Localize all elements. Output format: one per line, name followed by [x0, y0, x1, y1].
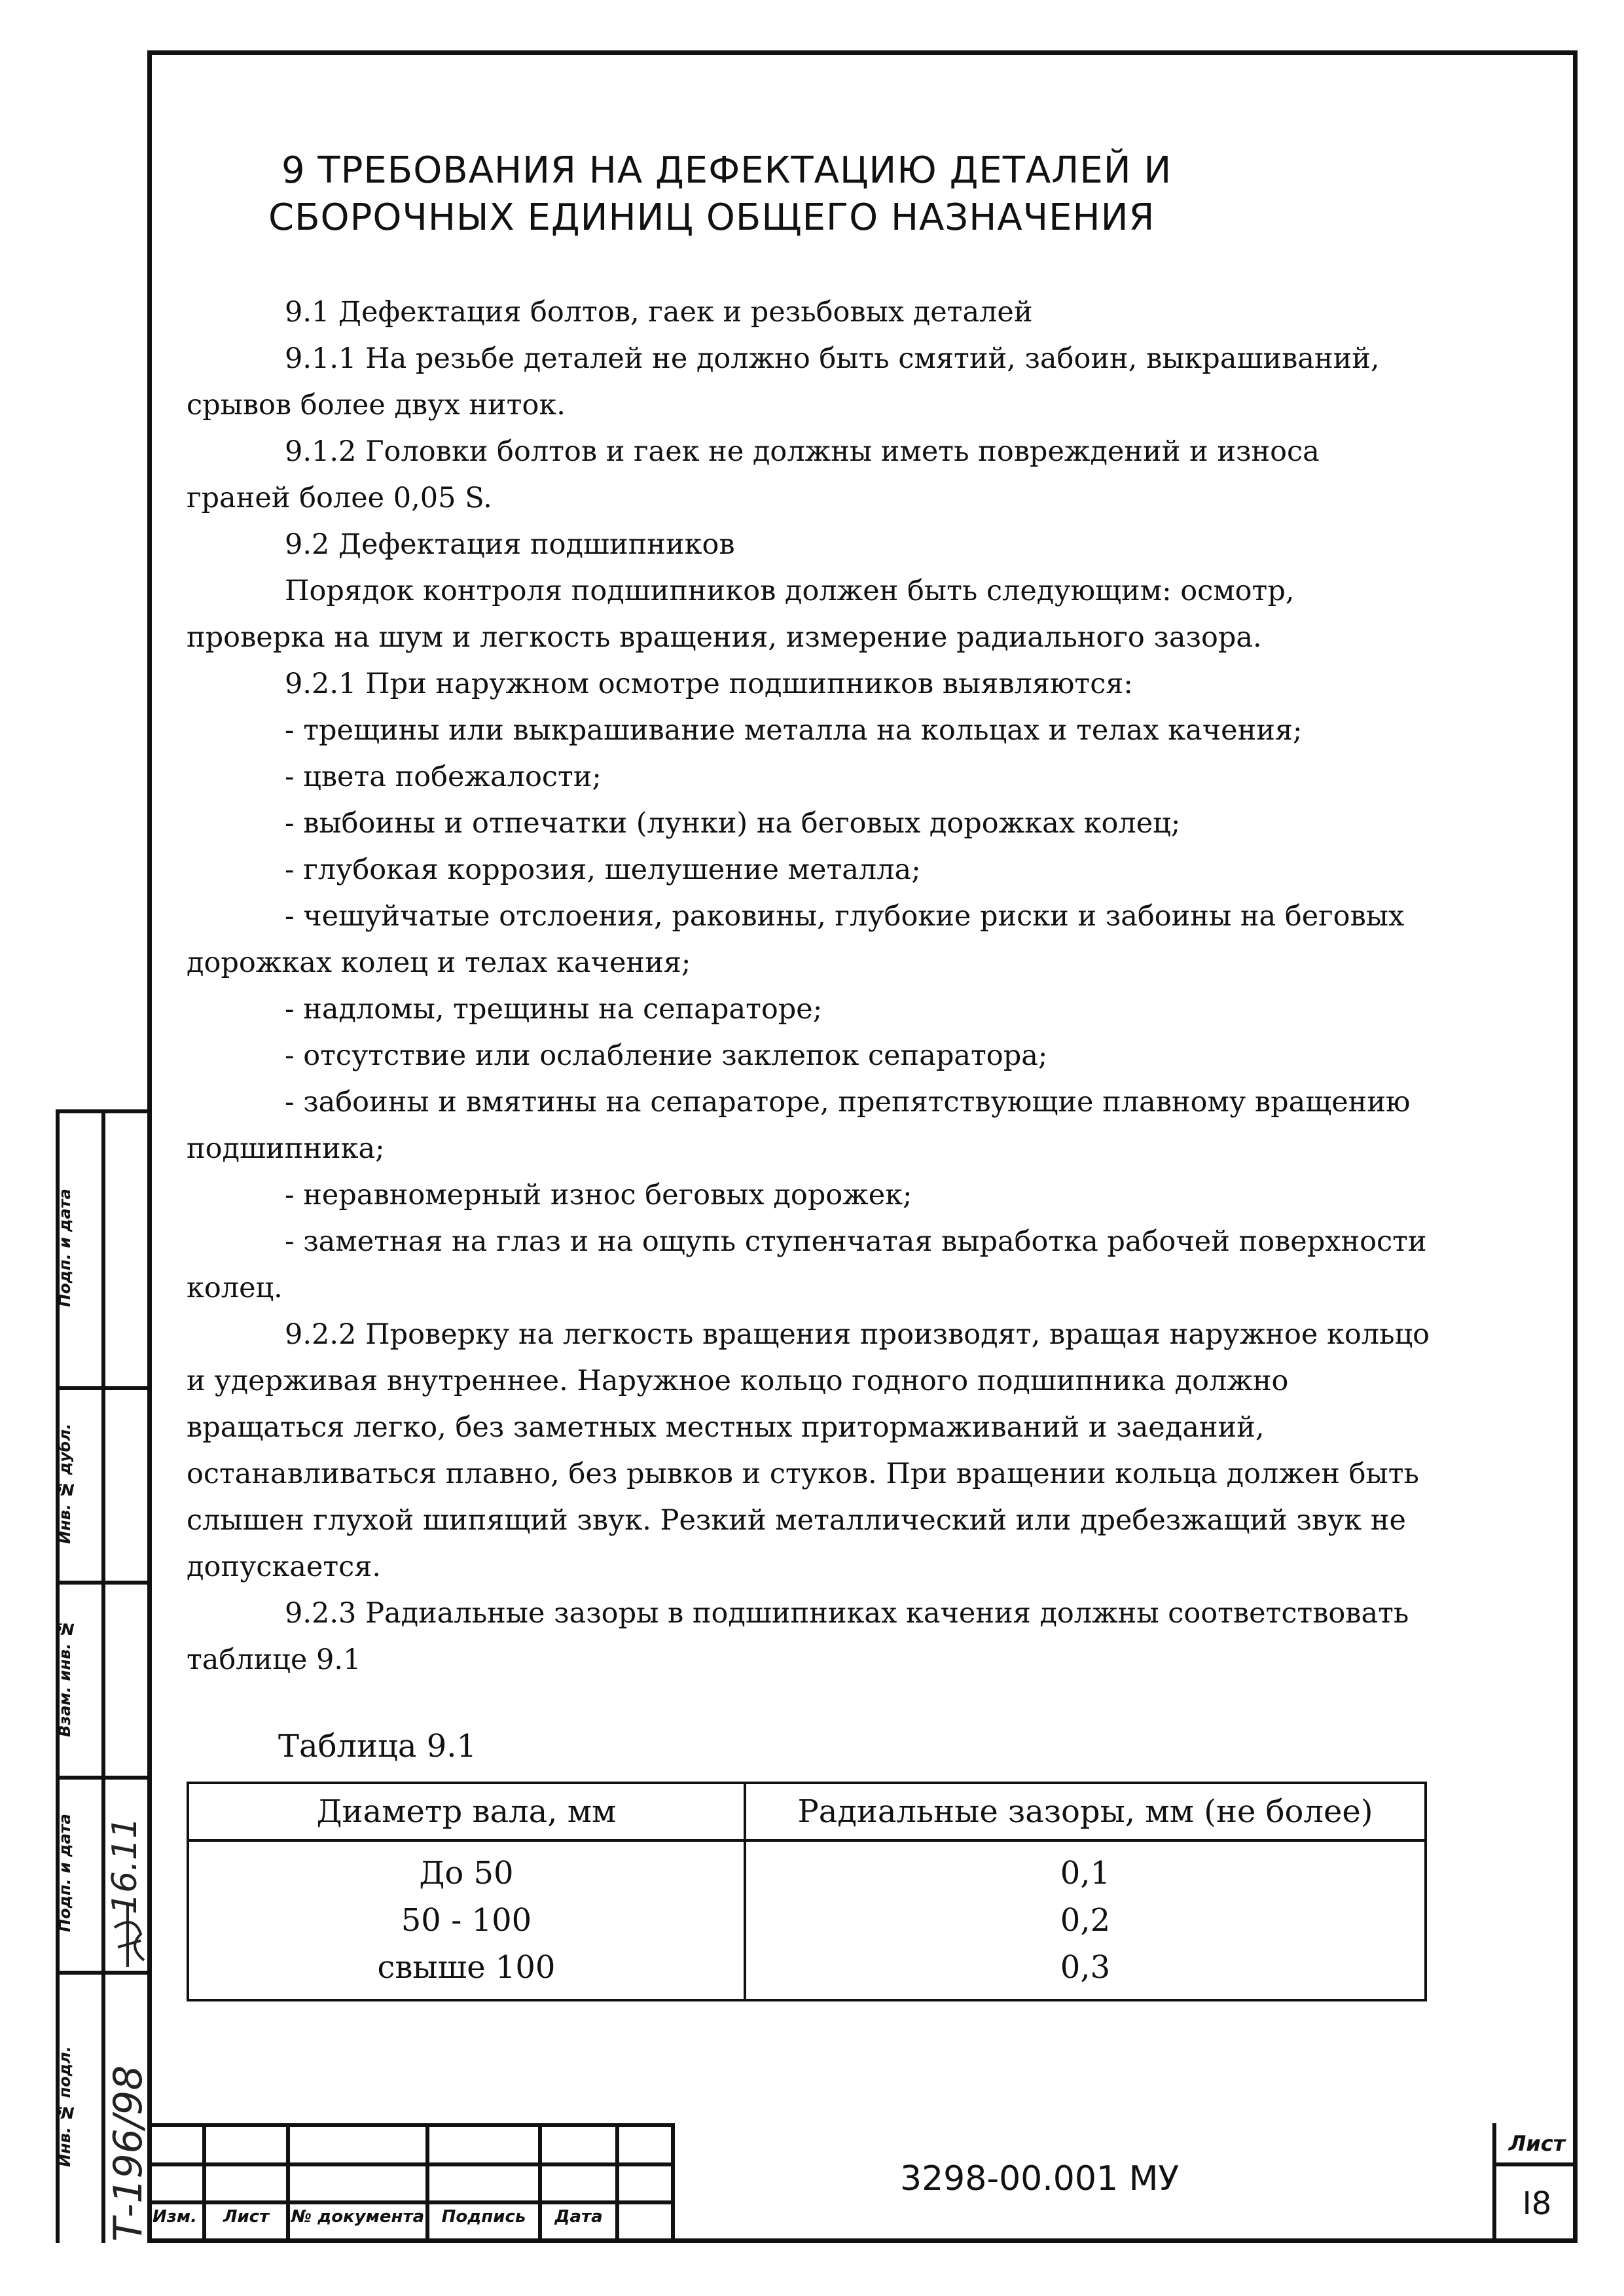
handwritten-date: 16.11	[105, 1817, 145, 1914]
handwritten-inventory-number: Т-196/98	[105, 2065, 151, 2242]
side-label-inv-podl: Инв. № подл.	[56, 2046, 74, 2168]
document-code: 3298-00.001 МУ	[900, 2159, 1180, 2198]
side-label-inv-dubl: Инв. № дубл.	[56, 1423, 74, 1544]
list-item: - цвета побежалости;	[285, 761, 602, 793]
stamp-label-docnum: № документа	[291, 2207, 425, 2227]
stamp-label-date: Дата	[554, 2207, 603, 2227]
stamp-line	[671, 2123, 675, 2243]
table-header-row	[188, 1783, 1426, 1840]
sheet-label: Лист	[1508, 2131, 1566, 2156]
handwritten-signature	[108, 1901, 149, 1973]
paragraph: 9.1 Дефектация болтов, гаек и резьбовых деталей	[285, 296, 1033, 329]
list-item: - чешуйчатые отслоения, раковины, глубокие риски и забоины на беговых дорожках колец и телах качения;	[187, 900, 1405, 979]
stamp-line	[147, 2123, 671, 2127]
list-item: - отсутствие или ослабление заклепок сепаратора;	[285, 1039, 1048, 1072]
table-row	[188, 1840, 1426, 2000]
table-cell	[188, 1840, 745, 2000]
stamp-line	[147, 2162, 671, 2166]
sheet-number: I8	[1522, 2185, 1552, 2222]
paragraph: 9.1.1 На резьбе деталей не должно быть смятий, забоин, выкрашиваний, срывов более двух ниток.	[187, 342, 1380, 422]
stamp-label-izm: Изм.	[153, 2207, 197, 2227]
side-registration-column	[56, 1109, 151, 2243]
cell-value: 0,3	[1060, 1949, 1111, 1986]
side-label-podp-data: Подп. и дата	[56, 1814, 74, 1933]
list-item: - забоины и вмятины на сепараторе, препятствующие плавному вращению подшипника;	[187, 1086, 1411, 1165]
paragraph: 9.2.1 При наружном осмотре подшипников выявляются:	[285, 668, 1133, 700]
paragraph: 9.2 Дефектация подшипников	[285, 528, 735, 561]
list-item: - выбоины и отпечатки (лунки) на беговых дорожках колец;	[285, 807, 1181, 840]
side-label-podp-data: Подп. и дата	[56, 1189, 74, 1307]
stamp-line	[147, 2200, 671, 2204]
title-block	[147, 2123, 1578, 2243]
list-item: - глубокая коррозия, шелушение металла;	[285, 853, 921, 886]
section-heading	[268, 147, 1394, 242]
paragraph: Порядок контроля подшипников должен быть следующим: осмотр, проверка на шум и легкость вращения, измерение радиального зазора.	[187, 575, 1295, 654]
cell-value: свыше 100	[377, 1949, 556, 1986]
paragraph: 9.2.2 Проверку на легкость вращения производят, вращая наружное кольцо и удерживая внутреннее. Наружное кольцо годного подшипника должно вращаться легко, без заметных местных притормаживаний и заеданий, останавливаться плавно, без рывков и стуков. При вращении кольца должен быть слышен глухой шипящий звук. Резкий металлический или дребезжащий звук не допускается.	[187, 1318, 1430, 1583]
list-item: - трещины или выкрашивание металла на кольцах и телах качения;	[285, 714, 1303, 747]
heading-line-2: СБОРОЧНЫХ ЕДИНИЦ ОБЩЕГО НАЗНАЧЕНИЯ	[268, 196, 1155, 239]
list-item: - заметная на глаз и на ощупь ступенчатая выработка рабочей поверхности колец.	[187, 1225, 1427, 1304]
heading-line-1: 9 ТРЕБОВАНИЯ НА ДЕФЕКТАЦИЮ ДЕТАЛЕЙ И	[281, 149, 1172, 192]
stamp-line	[615, 2123, 619, 2243]
paragraph: 9.1.2 Головки болтов и гаек не должны иметь повреждений и износа граней более 0,05 S.	[187, 435, 1320, 514]
stamp-line	[1492, 2162, 1578, 2166]
stamp-label-signature: Подпись	[441, 2207, 526, 2227]
table-cell	[745, 1840, 1426, 2000]
body-text	[187, 289, 1430, 1683]
paragraph: 9.2.3 Радиальные зазоры в подшипниках качения должны соответствовать таблице 9.1	[187, 1597, 1409, 1676]
cell-value: 0,2	[1060, 1902, 1111, 1939]
side-label-vzam: Взам. инв. №	[56, 1619, 74, 1737]
cell-value: До 50	[419, 1855, 514, 1892]
cell-value: 0,1	[1060, 1855, 1111, 1892]
clearance-table	[187, 1782, 1427, 2001]
cell-value: 50 - 100	[401, 1902, 532, 1939]
table-header-cell: Диаметр вала, мм	[188, 1783, 745, 1840]
table-caption: Таблица 9.1	[278, 1728, 477, 1765]
stamp-label-list: Лист	[223, 2207, 270, 2227]
table-header-cell: Радиальные зазоры, мм (не более)	[745, 1783, 1426, 1840]
list-item: - надломы, трещины на сепараторе;	[285, 993, 823, 1026]
list-item: - неравномерный износ беговых дорожек;	[285, 1179, 912, 1211]
